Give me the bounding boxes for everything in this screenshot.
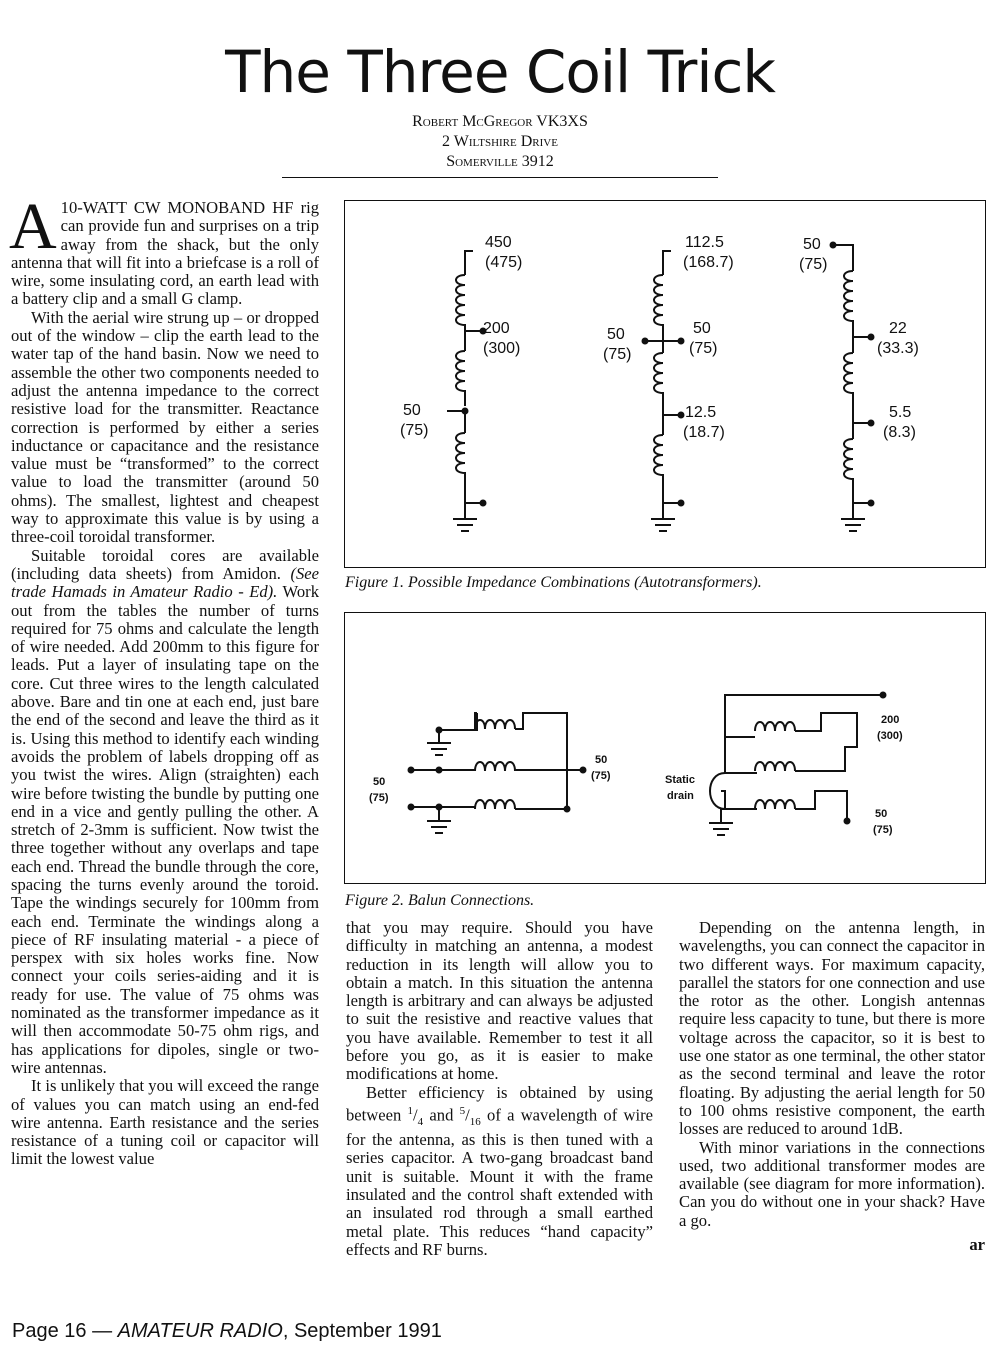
figure-2-caption: Figure 2. Balun Connections. [345,892,535,909]
figure-2-box [344,612,986,884]
balun-right [709,693,886,836]
figure-1-caption: Figure 1. Possible Impedance Combinations (Autotransformers). [345,574,762,591]
fig1-a-left-alt: (75) [400,422,429,439]
paragraph: that you may require. Should you have difficulty in matching an antenna, a modest reduction in its length will allow you to obtain a match. In this situation the antenna length is arbitrary and can always be adjusted to suit the resistive and reactive values that you have available. Remember to test it all before you go, as it is easier to make modifications at home. [346,918,653,1084]
fig1-b-left-alt: (75) [603,346,632,363]
page-footer: Page 16 — AMATEUR RADIO, September 1991 [12,1320,442,1342]
fig1-b-left: 50 [607,326,625,343]
fig1-c-mid: 22 [889,320,907,337]
fig1-a-top: 450 [485,234,512,251]
signoff: ar [969,1235,985,1255]
body-column-left [9,190,319,1169]
fig1-b-low-alt: (18.7) [683,424,725,441]
fig2-left-out: 50 [595,754,608,766]
paragraph: Suitable toroidal cores are available (including data sheets) from Amidon. (See trade Hamads in Amateur Radio - Ed). Work out from the tables the number of turns required for 75 ohms and calculate the length of wire needed. Add 200mm to this figure for leads. Put a layer of insulating tape on the core. Cut three wires to the length calculated above. Bare and tin one at each end, just bare the end of the second and leave the third as it is. Using this method to identify each winding avoids the problem of labels dropping off as you twist the wires. Align (straighten) each wire before twisting the bundle by putting one end in a vice and gently pulling the other. A stretch of 2-3mm is sufficient. Now twist the three together without any overlaps and tape each end. Thread the bundle through the core, spacing the turns evenly around the toroid. Tape the windings securely for 100mm from each end. Terminate the windings along a piece of RF insulating material - a piece of perspex with six holes works fine. Now connect your coils series-aiding and it is ready for use. The value of 75 ohms was nominated as the transformer impedance as it will then accommodate 50-75 ohm rigs, and has applications for dipoles, single or two-wire antennas. [11,545,319,1077]
fig2-right-bot-alt: (75) [873,824,893,836]
paragraph: It is unlikely that you will exceed the range of values you can match using an end-fed wire antenna. Earth resistance and the series resistance of a tuning coil or capacitor will limit the lowest value [11,1076,319,1169]
fig1-a-left: 50 [403,402,421,419]
article-title: The Three Coil Trick [225,38,775,106]
fig1-b-top: 112.5 [685,234,724,251]
fig2-drain: drain [667,790,694,802]
fig1-a-mid: 200 [483,320,510,337]
paragraph: With minor variations in the connections used, two additional transformer modes are available (see diagram for more information). Can you do without one in your shack? Have a go. [679,1137,985,1230]
fig2-right-top: 200 [881,714,900,726]
autotransformer-b [643,251,684,531]
author-byline [0,112,1000,172]
fig2-right-bot: 50 [875,808,888,820]
fig1-c-low: 5.5 [889,404,912,421]
fig1-c-top-alt: (75) [799,256,828,273]
figure-1-diagram [345,201,985,567]
figure-1-box [344,200,986,568]
body-column-right [679,919,985,1254]
fig2-static: Static [665,774,695,786]
author-city: Somerville 3912 [446,153,554,170]
fig1-c-low-alt: (8.3) [883,424,916,441]
paragraph: With the aerial wire strung up – or dropped out of the window – clip the earth lead to the water tap of the hand basin. Now we need to assemble the other two components needed to adjust the antenna impedance to the correct resistive load for the transmitter. Reactance correction is performed by either a series inductance or capacitance and the resistance value must be “transformed” to the correct value to load the transmitter (around 50 ohms). The smallest, lightest and cheapest way to approximate this value is by using a three-coil toroidal transformer. [11,307,319,547]
fig1-c-top: 50 [803,236,821,253]
body-column-middle [346,919,653,1259]
figure-2-diagram [345,613,985,883]
author-name: Robert McGregor VK3XS [412,113,588,130]
autotransformer-a [447,251,486,531]
autotransformer-c [831,243,874,532]
paragraph: Depending on the antenna length, in wavelengths, you can connect the capacitor in two different ways. For maximum capacity, parallel the stators for one connection and use the rotor as the other. Longish antennas require less capacity to tune, but there is more voltage across the capacitor, so it is best to use one stator as one terminal, the other stator as the second terminal and leave the rotor floating. By adjusting the aerial length for 50 to 100 ohms resistive component, the earth losses are reduced to around 1dB. [679,918,985,1139]
fig1-a-mid-alt: (300) [483,340,521,357]
fig2-right-top-alt: (300) [877,730,903,742]
title-rule [282,177,718,178]
fig1-a-top-alt: (475) [485,254,523,271]
paragraph: Better efficiency is obtained by using between $^1/_4$ and $^5/_{16}$ of a wavelength of wire for the antenna, as this is then tuned with a series capacitor. A two-gang broadcast band unit is suitable. Mount it with the frame insulated and the control shaft extended with an insulated rod through a small earthed metal plate. This reduces “hand capacity” effects and RF burns. [346,1082,653,1259]
fig1-b-right: 50 [693,320,711,337]
fig2-left-out-alt: (75) [591,770,611,782]
author-street: 2 Wiltshire Drive [442,133,558,150]
balun-left [409,713,586,833]
fig2-left-in-alt: (75) [369,792,389,804]
fig2-left-in: 50 [373,776,386,788]
fig1-b-right-alt: (75) [689,340,718,357]
fig1-b-low: 12.5 [685,404,717,421]
fig1-c-mid-alt: (33.3) [877,340,919,357]
paragraph: A 10-WATT CW MONOBAND HF rig can provide fun and surprises on a trip away from the shack, but the only antenna that will fit into a briefcase is a roll of wire, some insulating cord, an earth lead with a battery clip and a small G clamp. [9,190,319,309]
drop-cap: A [9,190,57,263]
fig1-b-top-alt: (168.7) [683,254,734,271]
